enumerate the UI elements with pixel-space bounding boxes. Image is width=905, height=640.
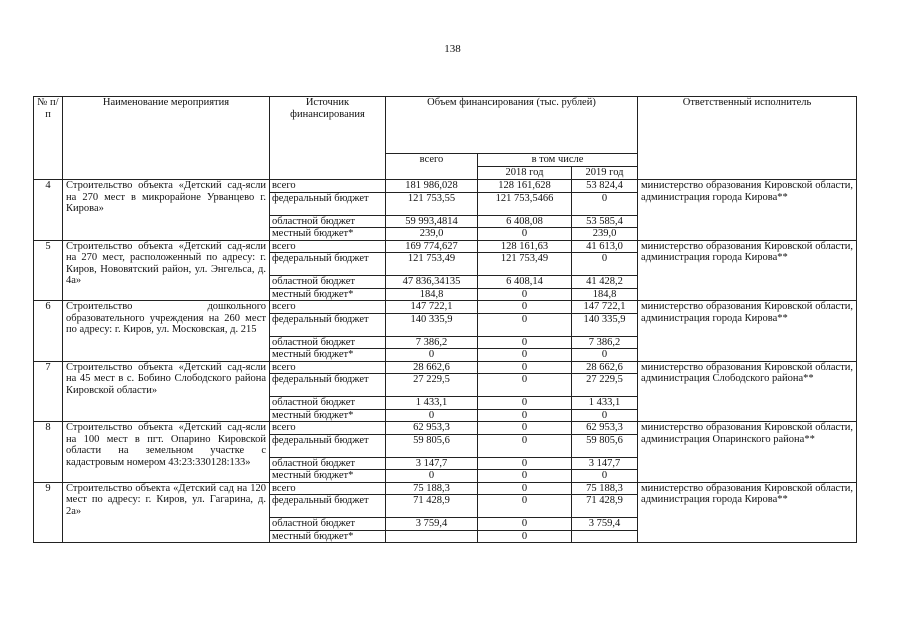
funding-source: местный бюджет*: [270, 530, 386, 543]
amount-y2019: 239,0: [572, 228, 638, 241]
amount-y2019: 0: [572, 192, 638, 215]
amount-y2019: 27 229,5: [572, 374, 638, 397]
amount-total: 71 428,9: [386, 495, 478, 518]
amount-y2018: 0: [478, 336, 572, 349]
amount-y2019: 41 428,2: [572, 276, 638, 289]
amount-y2019: 147 722,1: [572, 301, 638, 314]
amount-y2018: 0: [478, 313, 572, 336]
table-row: [34, 180, 857, 193]
amount-total: 169 774,627: [386, 240, 478, 253]
amount-y2018: 0: [478, 422, 572, 435]
amount-y2019: 0: [572, 409, 638, 422]
amount-total: 0: [386, 409, 478, 422]
amount-y2018: 6 408,14: [478, 276, 572, 289]
funding-source: областной бюджет: [270, 397, 386, 410]
funding-source: областной бюджет: [270, 336, 386, 349]
funding-source: всего: [270, 301, 386, 314]
amount-y2018: 0: [478, 409, 572, 422]
amount-y2019: 62 953,3: [572, 422, 638, 435]
amount-y2018: 0: [478, 397, 572, 410]
row-number: 8: [34, 422, 63, 483]
amount-y2019: 0: [572, 253, 638, 276]
responsible-executor: министерство образования Кировской области, администрация Опаринского района**: [638, 422, 857, 483]
amount-y2018: 0: [478, 301, 572, 314]
amount-y2018: 0: [478, 434, 572, 457]
amount-total: 140 335,9: [386, 313, 478, 336]
event-name: Строительство объекта «Детский сад на 120 мест по адресу: г. Киров, ул. Гагарина, д. 2а»: [63, 482, 270, 543]
header-volume: Объем финансирования (тыс. рублей): [386, 97, 638, 154]
amount-y2018: 0: [478, 288, 572, 301]
header-num: № п/п: [34, 97, 63, 180]
amount-total: 0: [386, 470, 478, 483]
amount-total: 147 722,1: [386, 301, 478, 314]
responsible-executor: министерство образования Кировской области, администрация города Кирова**: [638, 180, 857, 241]
amount-y2018: 0: [478, 495, 572, 518]
amount-total: 121 753,49: [386, 253, 478, 276]
amount-total: 3 759,4: [386, 518, 478, 531]
amount-y2019: 71 428,9: [572, 495, 638, 518]
amount-total: 3 147,7: [386, 457, 478, 470]
amount-y2018: 0: [478, 518, 572, 531]
event-name: Строительство объекта «Детский сад-ясли на 100 мест в пгт. Опарино Кировской области на земельном участке с кадастровым номером 43:23:330128:133»: [63, 422, 270, 483]
amount-total: 27 229,5: [386, 374, 478, 397]
amount-total: 62 953,3: [386, 422, 478, 435]
funding-source: всего: [270, 482, 386, 495]
funding-source: местный бюджет*: [270, 228, 386, 241]
amount-total: 59 805,6: [386, 434, 478, 457]
table-row: [34, 240, 857, 253]
responsible-executor: министерство образования Кировской области, администрация города Кирова**: [638, 240, 857, 301]
funding-source: федеральный бюджет: [270, 495, 386, 518]
amount-total: 184,8: [386, 288, 478, 301]
amount-total: [386, 530, 478, 543]
amount-y2019: 53 585,4: [572, 215, 638, 228]
funding-source: всего: [270, 180, 386, 193]
responsible-executor: министерство образования Кировской области, администрация города Кирова**: [638, 482, 857, 543]
amount-y2018: 6 408,08: [478, 215, 572, 228]
responsible-executor: министерство образования Кировской области, администрация города Кирова**: [638, 301, 857, 362]
event-name: Строительство объекта «Детский сад-ясли на 45 мест в с. Бобино Слободского района Кировской области»: [63, 361, 270, 422]
funding-source: областной бюджет: [270, 276, 386, 289]
header-incl: в том числе: [478, 154, 638, 167]
funding-source: всего: [270, 240, 386, 253]
amount-y2018: 0: [478, 228, 572, 241]
amount-total: 239,0: [386, 228, 478, 241]
amount-y2018: 0: [478, 457, 572, 470]
amount-y2019: 41 613,0: [572, 240, 638, 253]
amount-y2018: 0: [478, 470, 572, 483]
amount-y2018: 0: [478, 530, 572, 543]
row-number: 9: [34, 482, 63, 543]
table-row: [34, 422, 857, 435]
header-executor: Ответственный исполнитель: [638, 97, 857, 180]
header-2019: 2019 год: [572, 167, 638, 180]
amount-y2018: 0: [478, 482, 572, 495]
amount-y2018: 128 161,628: [478, 180, 572, 193]
amount-total: 59 993,4814: [386, 215, 478, 228]
amount-y2018: 121 753,5466: [478, 192, 572, 215]
event-name: Строительство объекта «Детский сад-ясли на 270 мест, расположенный по адресу: г. Киров, Нововятский район, ул. Энгельса, д. 4а»: [63, 240, 270, 301]
amount-y2019: 7 386,2: [572, 336, 638, 349]
event-name: Строительство объекта «Детский сад-ясли на 270 мест в микрорайоне Урванцево г. Кирова»: [63, 180, 270, 241]
row-number: 5: [34, 240, 63, 301]
amount-total: 0: [386, 349, 478, 362]
amount-total: 1 433,1: [386, 397, 478, 410]
funding-source: местный бюджет*: [270, 288, 386, 301]
funding-source: местный бюджет*: [270, 470, 386, 483]
amount-y2018: 0: [478, 349, 572, 362]
amount-y2018: 0: [478, 361, 572, 374]
table-row: [34, 301, 857, 314]
funding-source: местный бюджет*: [270, 349, 386, 362]
amount-y2019: 3 147,7: [572, 457, 638, 470]
responsible-executor: министерство образования Кировской области, администрация Слободского района**: [638, 361, 857, 422]
amount-y2019: 140 335,9: [572, 313, 638, 336]
amount-y2018: 128 161,63: [478, 240, 572, 253]
amount-y2019: 75 188,3: [572, 482, 638, 495]
amount-y2019: 0: [572, 349, 638, 362]
funding-source: всего: [270, 361, 386, 374]
amount-total: 75 188,3: [386, 482, 478, 495]
table-body: [34, 180, 857, 543]
amount-y2018: 0: [478, 374, 572, 397]
amount-y2018: 121 753,49: [478, 253, 572, 276]
amount-y2019: 0: [572, 470, 638, 483]
page-number: 138: [444, 43, 461, 55]
amount-y2019: 28 662,6: [572, 361, 638, 374]
amount-total: 28 662,6: [386, 361, 478, 374]
funding-source: федеральный бюджет: [270, 253, 386, 276]
table-row: [34, 361, 857, 374]
funding-source: местный бюджет*: [270, 409, 386, 422]
funding-source: федеральный бюджет: [270, 434, 386, 457]
amount-y2019: 59 805,6: [572, 434, 638, 457]
header-name: Наименование мероприятия: [63, 97, 270, 180]
amount-total: 181 986,028: [386, 180, 478, 193]
funding-source: федеральный бюджет: [270, 313, 386, 336]
amount-total: 121 753,55: [386, 192, 478, 215]
table-row: [34, 482, 857, 495]
funding-source: всего: [270, 422, 386, 435]
funding-source: федеральный бюджет: [270, 192, 386, 215]
funding-source: областной бюджет: [270, 215, 386, 228]
amount-total: 47 836,34135: [386, 276, 478, 289]
amount-y2019: 53 824,4: [572, 180, 638, 193]
amount-total: 7 386,2: [386, 336, 478, 349]
financing-table: [33, 96, 857, 543]
event-name: Строительство дошкольного образовательного учреждения на 260 мест по адресу: г. Киров, ул. Московская, д. 215: [63, 301, 270, 362]
header-total: всего: [386, 154, 478, 180]
header-2018: 2018 год: [478, 167, 572, 180]
amount-y2019: [572, 530, 638, 543]
row-number: 7: [34, 361, 63, 422]
amount-y2019: 184,8: [572, 288, 638, 301]
row-number: 4: [34, 180, 63, 241]
header-source: Источник финансирования: [270, 97, 386, 180]
row-number: 6: [34, 301, 63, 362]
funding-source: областной бюджет: [270, 457, 386, 470]
amount-y2019: 1 433,1: [572, 397, 638, 410]
funding-source: областной бюджет: [270, 518, 386, 531]
funding-source: федеральный бюджет: [270, 374, 386, 397]
amount-y2019: 3 759,4: [572, 518, 638, 531]
